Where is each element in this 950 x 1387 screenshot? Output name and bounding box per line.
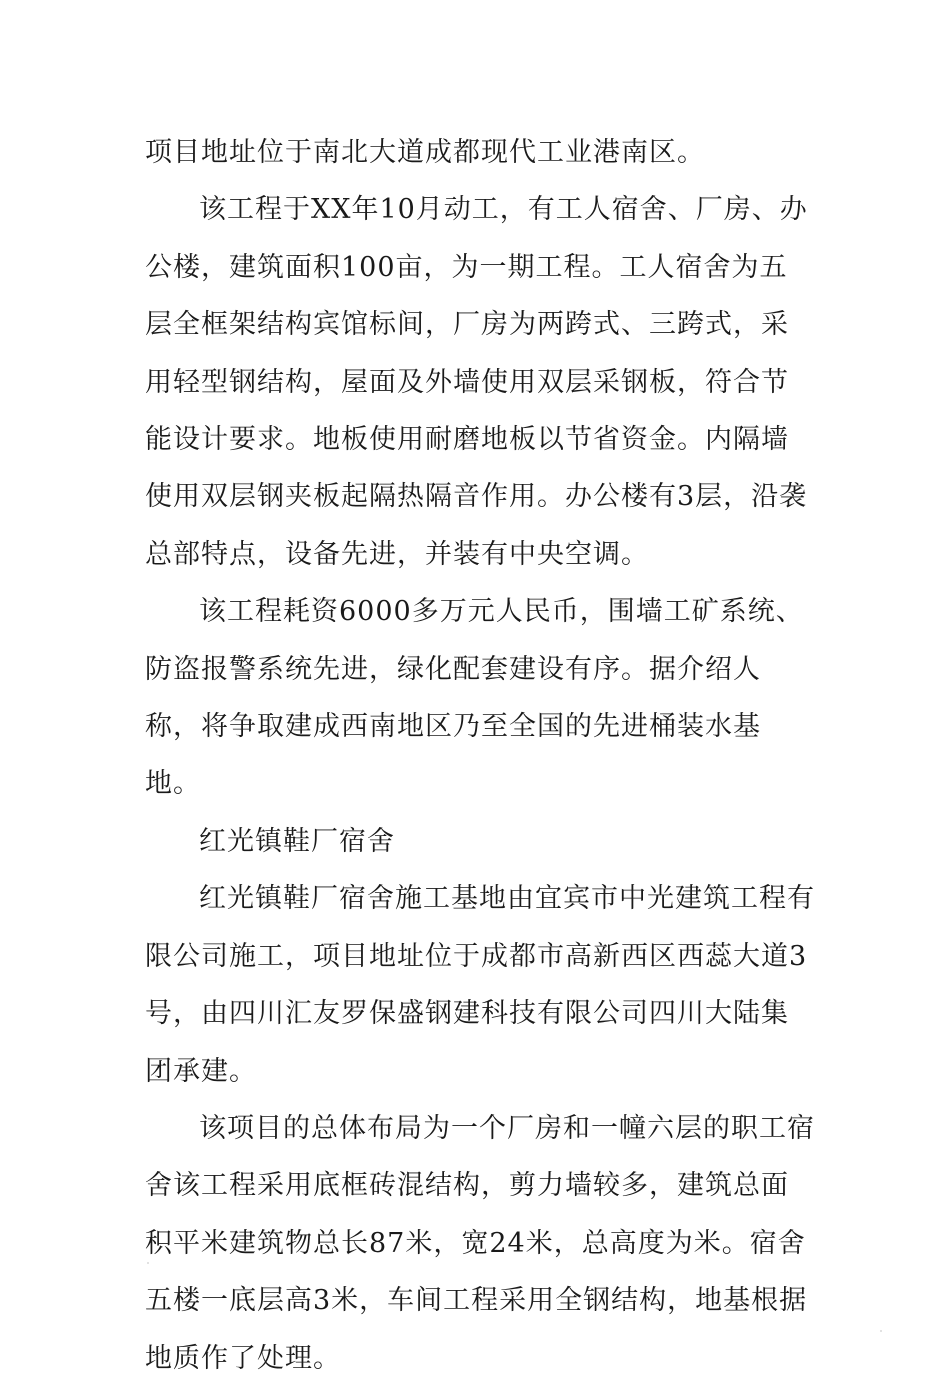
scan-speck bbox=[880, 1330, 882, 1332]
paragraph-3: 该工程耗资6000多万元人民币，围墙工矿系统、防盗报警系统先进，绿化配套建设有序。据介绍人称，将争取建成西南地区乃至全国的先进桶装水基地。 bbox=[145, 596, 804, 800]
document-body bbox=[145, 124, 815, 1387]
scan-speck bbox=[147, 1262, 149, 1264]
section-heading: 红光镇鞋厂宿舍 bbox=[199, 825, 395, 857]
paragraph-1: 项目地址位于南北大道成都现代工业港南区。 bbox=[145, 137, 705, 168]
paragraph-2: 该工程于XX年10月动工，有工人宿舍、厂房、办公楼，建筑面积100亩，为一期工程。工人宿舍为五层全框架结构宾馆标间，厂房为两跨式、三跨式，采用轻型钢结构，屋面及外墙使用双层采钢板，符合节能设计要求。地板使用耐磨地板以节省资金。内隔墙使用双层钢夹板起隔热隔音作用。办公楼有3层，沿袭总部特点，设备先进，并装有中央空调。 bbox=[145, 194, 808, 570]
paragraph-5: 该项目的总体布局为一个厂房和一幢六层的职工宿舍该工程采用底框砖混结构，剪力墙较多，建筑总面积平米建筑物总长87米，宽24米，总高度为米。宿舍五楼一底层高3米，车间工程采用全钢结构，地基根据地质作了处理。 bbox=[145, 1112, 815, 1374]
paragraph-4: 红光镇鞋厂宿舍施工基地由宜宾市中光建筑工程有限公司施工，项目地址位于成都市高新西区西蕊大道3号，由四川汇友罗保盛钢建科技有限公司四川大陆集团承建。 bbox=[145, 883, 815, 1087]
